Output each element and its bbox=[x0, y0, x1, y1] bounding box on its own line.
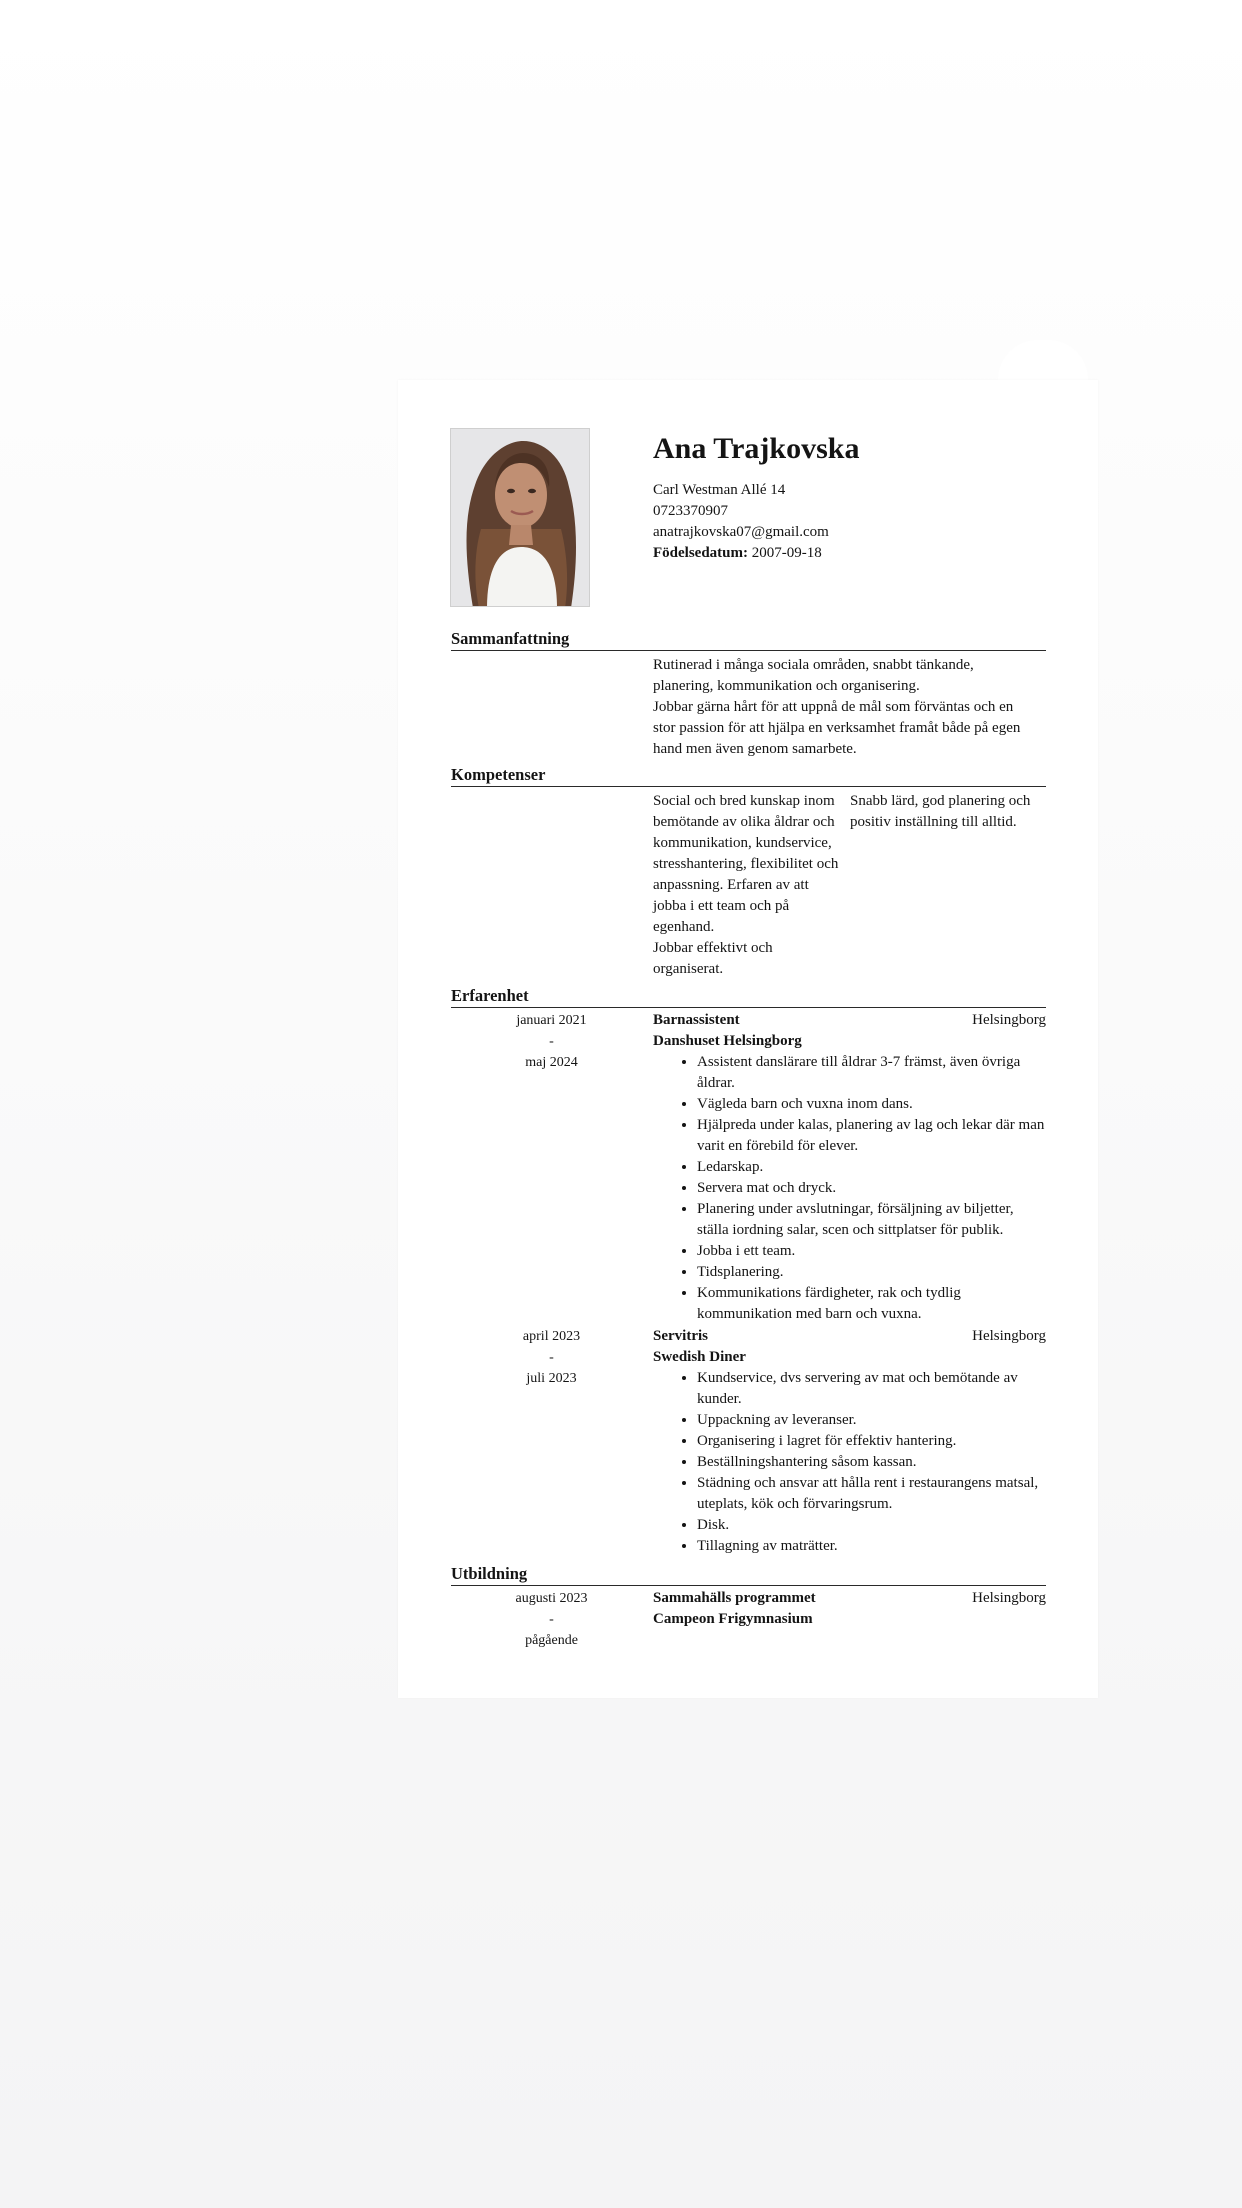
date-start: januari 2021 bbox=[516, 1013, 587, 1028]
duty-item: • Organisering i lagret för effektiv hantering. bbox=[697, 1431, 1045, 1452]
summary-line: Rutinerad i många sociala områden, snabbt tänkande, bbox=[653, 657, 974, 673]
duty-item: • Städning och ansvar att hålla rent i restaurangens matsal, uteplats, kök och förvaringsrum. bbox=[697, 1473, 1045, 1515]
section-heading-skills: Kompetenser bbox=[451, 764, 1046, 787]
job-dates bbox=[480, 1326, 623, 1389]
skill-line: Snabb lärd, god planering och bbox=[850, 793, 1031, 809]
job-duties-list bbox=[653, 1368, 1045, 1557]
contact-address: Carl Westman Allé 14 bbox=[653, 482, 786, 498]
summary-line: stor passion för att hjälpa en verksamhet framåt både på egen bbox=[653, 720, 1021, 736]
date-end: pågående bbox=[525, 1633, 578, 1648]
date-separator: - bbox=[549, 1350, 554, 1365]
skill-line: anpassning. Erfaren av att bbox=[653, 877, 809, 893]
duty-item: • Kundservice, dvs servering av mat och bemötande av kunder. bbox=[697, 1368, 1045, 1410]
cv-name: Ana Trajkovska bbox=[653, 432, 860, 465]
duty-item: • Ledarskap. bbox=[697, 1157, 1045, 1178]
contact-birthdate bbox=[653, 543, 829, 564]
job-duties-list bbox=[653, 1052, 1045, 1325]
job-location: Helsingborg bbox=[972, 1012, 1046, 1028]
contact-phone: 0723370907 bbox=[653, 503, 728, 519]
job-title: Barnassistent bbox=[653, 1012, 740, 1028]
section-heading-education: Utbildning bbox=[451, 1563, 1046, 1586]
skill-line: kommunikation, kundservice, bbox=[653, 835, 832, 851]
duty-item: • Servera mat och dryck. bbox=[697, 1178, 1045, 1199]
duty-item: • Assistent danslärare till åldrar 3-7 främst, även övriga åldrar. bbox=[697, 1052, 1045, 1094]
duty-item: • Tillagning av maträtter. bbox=[697, 1536, 1045, 1557]
profile-photo bbox=[450, 428, 590, 607]
date-separator: - bbox=[549, 1034, 554, 1049]
job-dates bbox=[480, 1010, 623, 1073]
duty-item: • Tidsplanering. bbox=[697, 1262, 1045, 1283]
birthdate-value: 2007-09-18 bbox=[751, 545, 822, 561]
skill-line: Social och bred kunskap inom bbox=[653, 793, 835, 809]
date-start: april 2023 bbox=[522, 1329, 581, 1344]
summary-text bbox=[653, 655, 1043, 760]
summary-line: Jobbar gärna hårt för att uppnå de mål som förväntas och en bbox=[653, 699, 1014, 715]
summary-line: hand men även genom samarbete. bbox=[653, 741, 857, 757]
education-location: Helsingborg bbox=[972, 1590, 1046, 1606]
summary-line: planering, kommunikation och organisering. bbox=[653, 678, 920, 694]
skills-left-column bbox=[653, 791, 838, 980]
date-end: juli 2023 bbox=[526, 1371, 577, 1386]
education-school: Campeon Frigymnasium bbox=[653, 1611, 813, 1627]
date-separator: - bbox=[549, 1612, 554, 1627]
duty-item: • Hjälpreda under kalas, planering av lag och lekar där man varit en förebild för elever. bbox=[697, 1115, 1045, 1157]
date-end: maj 2024 bbox=[525, 1055, 578, 1070]
contact-email: anatrajkovska07@gmail.com bbox=[653, 524, 829, 540]
skill-line: stresshantering, flexibilitet och bbox=[653, 856, 839, 872]
duty-item: • Uppackning av leveranser. bbox=[697, 1410, 1045, 1431]
job-company: Swedish Diner bbox=[653, 1349, 746, 1365]
duty-item: • Beställningshantering såsom kassan. bbox=[697, 1452, 1045, 1473]
duty-item: • Vägleda barn och vuxna inom dans. bbox=[697, 1094, 1045, 1115]
skill-line: positiv inställning till alltid. bbox=[850, 814, 1017, 830]
section-heading-experience: Erfarenhet bbox=[451, 985, 1046, 1008]
date-start: augusti 2023 bbox=[515, 1591, 588, 1606]
skill-line: egenhand. bbox=[653, 919, 715, 935]
section-heading-summary: Sammanfattning bbox=[451, 628, 1046, 651]
skill-line: Jobbar effektivt och bbox=[653, 940, 773, 956]
job-company: Danshuset Helsingborg bbox=[653, 1033, 802, 1049]
skill-line: jobba i ett team och på bbox=[653, 898, 790, 914]
skill-line: bemötande av olika åldrar och bbox=[653, 814, 835, 830]
education-dates bbox=[480, 1588, 623, 1651]
duty-item: • Disk. bbox=[697, 1515, 1045, 1536]
duty-item: • Jobba i ett team. bbox=[697, 1241, 1045, 1262]
duty-item: • Planering under avslutningar, försäljning av biljetter, ställa iordning salar, scen och sittplatser för publik. bbox=[697, 1199, 1045, 1241]
skills-right-column bbox=[850, 791, 1030, 833]
duty-item: • Kommunikations färdigheter, rak och tydlig kommunikation med barn och vuxna. bbox=[697, 1283, 1045, 1325]
birthdate-label: Födelsedatum: bbox=[653, 545, 748, 561]
job-location: Helsingborg bbox=[972, 1328, 1046, 1344]
education-program: Sammahälls programmet bbox=[653, 1590, 816, 1606]
job-title: Servitris bbox=[653, 1328, 708, 1344]
skill-line: organiserat. bbox=[653, 961, 724, 977]
contact-block bbox=[653, 480, 829, 564]
